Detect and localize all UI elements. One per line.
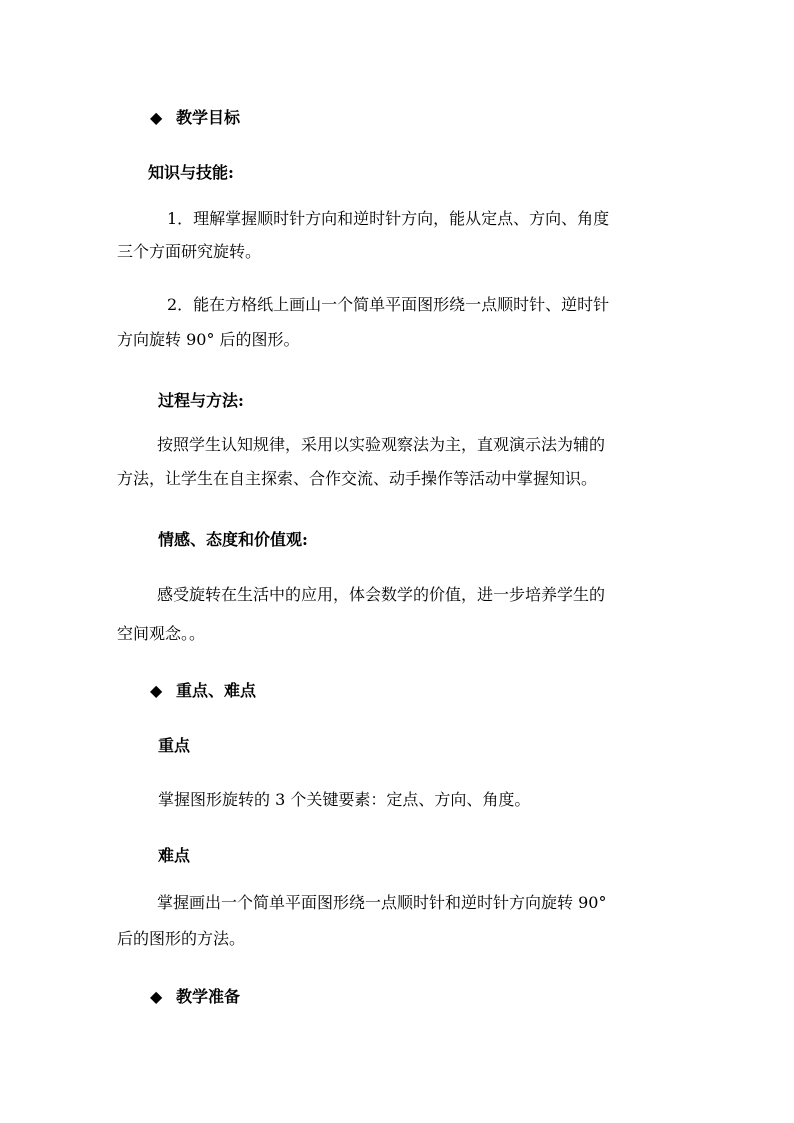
difficulty-line2: 后的图形的方法。 [117,929,246,948]
diamond-bullet-icon: ◆ [150,108,163,127]
knowledge-item1-line1: 1．理解掌握顺时针方向和逆时针方向，能从定点、方向、角度 [167,209,610,228]
section-prep-heading [150,987,240,1007]
key-point-heading: 重点 [158,736,191,755]
process-line1: 按照学生认知规律，采用以实验观察法为主，直观演示法为辅的 [157,435,606,454]
knowledge-skills-heading: 知识与技能: [148,163,234,182]
emotion-values-heading: 情感、态度和价值观: [158,530,308,549]
difficulty-heading: 难点 [158,846,191,865]
diamond-bullet-icon: ◆ [150,681,163,700]
knowledge-item2-line2: 方向旋转 90° 后的图形。 [117,330,300,349]
knowledge-item1-line2: 三个方面研究旋转。 [117,242,262,261]
section-keypoints-title: 重点、难点 [176,681,257,700]
section-prep-title: 教学准备 [176,987,241,1006]
section-keypoints-heading [150,681,256,701]
process-line2: 方法，让学生在自主探索、合作交流、动手操作等活动中掌握知识。 [117,469,598,488]
process-method-heading: 过程与方法: [158,391,244,410]
difficulty-line1: 掌握画出一个简单平面图形绕一点顺时针和逆时针方向旋转 90° [157,893,607,912]
emotion-line2: 空间观念。。 [117,624,206,643]
key-point-text: 掌握图形旋转的 3 个关键要素：定点、方向、角度。 [158,790,531,809]
emotion-line1: 感受旋转在生活中的应用，体会数学的价值，进一步培养学生的 [157,585,606,604]
diamond-bullet-icon: ◆ [150,987,163,1006]
knowledge-item2-line1: 2．能在方格纸上画山一个简单平面图形绕一点顺时针、逆时针 [167,295,610,314]
section-goals-heading [150,108,240,128]
section-goals-title: 教学目标 [176,108,241,127]
